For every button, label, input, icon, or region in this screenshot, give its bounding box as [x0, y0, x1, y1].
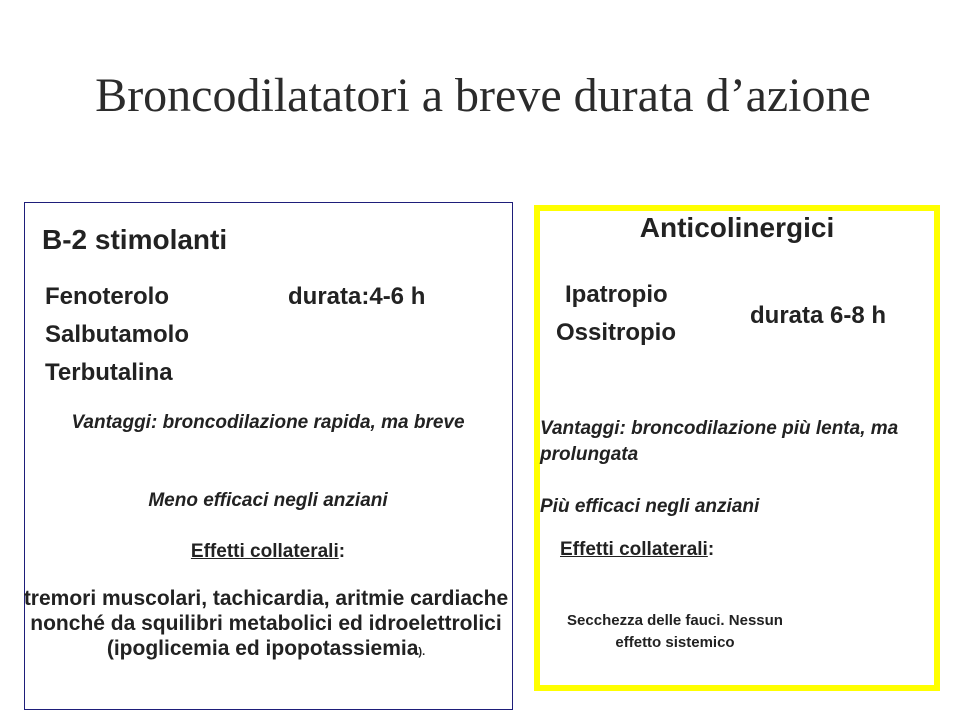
beta2-side-effects-body: tremori muscolari, tachicardia, aritmie cardiache nonché da squilibri metabolici ed idroelettrolici (ipoglicemia ed ipopotassiemia: [23, 587, 509, 660]
slide-title: Broncodilatatori a breve durata d’azione: [95, 69, 871, 122]
beta2-efficacy: Meno efficaci negli anziani: [148, 490, 388, 511]
drug-ossitropio: Ossitropio: [556, 319, 677, 346]
drug-ipatropio: Ipatropio: [565, 281, 668, 308]
beta2-side-effects-tail: ).: [418, 646, 426, 658]
beta2-side-effects-label-text: Effetti collaterali: [190, 541, 339, 562]
beta2-heading: B-2 stimolanti: [42, 224, 228, 255]
drug-fenoterolo: Fenoterolo: [45, 283, 169, 310]
anticholinergic-side-effects-text: Secchezza delle fauci. Nessun effetto sistemico: [567, 612, 783, 651]
beta2-side-effects-text: [22, 586, 510, 665]
anticholinergic-heading: Anticolinergici: [639, 212, 835, 243]
anticholinergic-duration: durata 6-8 h: [750, 302, 887, 329]
beta2-side-effects-colon: :: [338, 541, 346, 562]
anticholinergic-efficacy: Più efficaci negli anziani: [540, 496, 760, 517]
drug-terbutalina: Terbutalina: [45, 359, 173, 386]
beta2-advantages: Vantaggi: broncodilazione rapida, ma breve: [71, 412, 465, 433]
anticholinergic-side-effects-label-text: Effetti collaterali: [560, 539, 708, 560]
drug-salbutamolo: Salbutamolo: [45, 321, 190, 348]
anticholinergic-side-effects-label: [560, 538, 714, 562]
anticholinergic-side-effects-colon: :: [707, 539, 715, 560]
anticholinergic-advantages: Vantaggi: broncodilazione più lenta, ma prolungata: [540, 418, 899, 465]
beta2-side-effects-label: [28, 540, 508, 564]
beta2-duration: durata:4-6 h: [288, 283, 426, 310]
